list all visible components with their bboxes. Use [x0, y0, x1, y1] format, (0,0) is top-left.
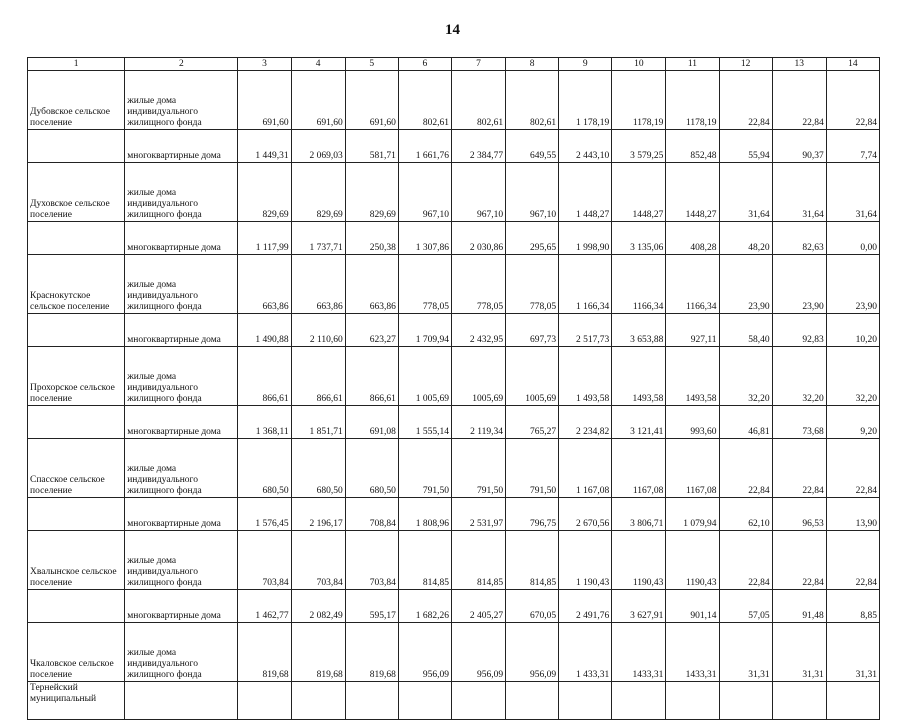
value-cell: 3 579,25	[612, 130, 666, 163]
value-cell: 22,84	[826, 71, 879, 130]
value-cell: 829,69	[238, 163, 291, 222]
page-number: 14	[445, 22, 460, 38]
value-cell: 670,05	[506, 590, 559, 623]
value-cell: 2 491,76	[559, 590, 612, 623]
value-cell: 663,86	[345, 255, 398, 314]
value-cell: 791,50	[398, 439, 451, 498]
value-cell: 1448,27	[612, 163, 666, 222]
value-cell: 1 737,71	[291, 222, 345, 255]
value-cell: 2 432,95	[451, 314, 505, 347]
value-cell: 408,28	[666, 222, 719, 255]
value-cell: 802,61	[398, 71, 451, 130]
municipality-cell: Прохорское сельское поселение	[28, 347, 125, 406]
value-cell	[398, 682, 451, 720]
value-cell: 703,84	[291, 531, 345, 590]
housing-type-cell: жилые дома индивидуального жилищного фонда	[125, 71, 238, 130]
value-cell: 55,94	[719, 130, 772, 163]
table-row	[28, 71, 880, 130]
value-cell: 8,85	[826, 590, 879, 623]
value-cell: 680,50	[291, 439, 345, 498]
column-header: 3	[238, 58, 291, 71]
value-cell: 3 806,71	[612, 498, 666, 531]
value-cell: 993,60	[666, 406, 719, 439]
value-cell: 32,20	[772, 347, 826, 406]
value-cell: 791,50	[451, 439, 505, 498]
column-header: 6	[398, 58, 451, 71]
value-cell: 819,68	[291, 623, 345, 682]
value-cell: 1 555,14	[398, 406, 451, 439]
value-cell: 48,20	[719, 222, 772, 255]
value-cell: 31,64	[826, 163, 879, 222]
value-cell: 691,60	[291, 71, 345, 130]
value-cell	[238, 682, 291, 720]
housing-type-cell: многоквартирные дома	[125, 590, 238, 623]
value-cell: 778,05	[398, 255, 451, 314]
housing-type-cell	[125, 682, 238, 720]
value-cell: 1 166,34	[559, 255, 612, 314]
value-cell: 956,09	[398, 623, 451, 682]
value-cell: 96,53	[772, 498, 826, 531]
value-cell: 956,09	[506, 623, 559, 682]
tariff-table	[27, 57, 880, 720]
value-cell: 2 443,10	[559, 130, 612, 163]
value-cell	[506, 682, 559, 720]
value-cell: 829,69	[291, 163, 345, 222]
value-cell: 1 709,94	[398, 314, 451, 347]
value-cell: 31,31	[719, 623, 772, 682]
value-cell	[291, 682, 345, 720]
municipality-cell: Дубовское сельское поселение	[28, 71, 125, 130]
table-row	[28, 498, 880, 531]
value-cell: 691,08	[345, 406, 398, 439]
value-cell: 23,90	[772, 255, 826, 314]
value-cell: 1 167,08	[559, 439, 612, 498]
housing-type-cell: жилые дома индивидуального жилищного фонда	[125, 623, 238, 682]
municipality-cell: Духовское сельское поселение	[28, 163, 125, 222]
column-header: 9	[559, 58, 612, 71]
value-cell: 703,84	[345, 531, 398, 590]
table-row	[28, 255, 880, 314]
value-cell: 1178,19	[666, 71, 719, 130]
table-row	[28, 531, 880, 590]
value-cell: 1 117,99	[238, 222, 291, 255]
value-cell: 3 627,91	[612, 590, 666, 623]
value-cell: 2 384,77	[451, 130, 505, 163]
value-cell: 31,31	[772, 623, 826, 682]
value-cell: 791,50	[506, 439, 559, 498]
value-cell: 31,31	[826, 623, 879, 682]
value-cell: 1493,58	[612, 347, 666, 406]
value-cell: 765,27	[506, 406, 559, 439]
value-cell: 3 653,88	[612, 314, 666, 347]
table-body	[28, 58, 880, 720]
value-cell: 691,60	[345, 71, 398, 130]
value-cell: 814,85	[398, 531, 451, 590]
value-cell: 22,84	[772, 439, 826, 498]
table-row	[28, 682, 880, 720]
value-cell: 91,48	[772, 590, 826, 623]
value-cell: 1166,34	[612, 255, 666, 314]
value-cell	[826, 682, 879, 720]
value-cell: 708,84	[345, 498, 398, 531]
housing-type-cell: многоквартирные дома	[125, 314, 238, 347]
housing-type-cell: многоквартирные дома	[125, 130, 238, 163]
value-cell: 778,05	[451, 255, 505, 314]
value-cell: 1178,19	[612, 71, 666, 130]
housing-type-cell: жилые дома индивидуального жилищного фонда	[125, 347, 238, 406]
column-header-row	[28, 58, 880, 71]
value-cell: 866,61	[238, 347, 291, 406]
municipality-cell	[28, 498, 125, 531]
value-cell: 778,05	[506, 255, 559, 314]
value-cell: 703,84	[238, 531, 291, 590]
value-cell: 3 135,06	[612, 222, 666, 255]
value-cell: 2 119,34	[451, 406, 505, 439]
value-cell: 819,68	[345, 623, 398, 682]
value-cell: 1 576,45	[238, 498, 291, 531]
value-cell: 2 082,49	[291, 590, 345, 623]
column-header: 2	[125, 58, 238, 71]
value-cell	[451, 682, 505, 720]
value-cell: 802,61	[451, 71, 505, 130]
value-cell: 23,90	[826, 255, 879, 314]
value-cell: 2 110,60	[291, 314, 345, 347]
column-header: 8	[506, 58, 559, 71]
column-header: 10	[612, 58, 666, 71]
housing-type-cell: жилые дома индивидуального жилищного фонда	[125, 531, 238, 590]
value-cell: 1 307,86	[398, 222, 451, 255]
value-cell: 623,27	[345, 314, 398, 347]
value-cell: 1 808,96	[398, 498, 451, 531]
value-cell: 7,74	[826, 130, 879, 163]
value-cell: 90,37	[772, 130, 826, 163]
value-cell: 1 493,58	[559, 347, 612, 406]
value-cell: 22,84	[772, 71, 826, 130]
value-cell: 0,00	[826, 222, 879, 255]
municipality-cell	[28, 130, 125, 163]
value-cell: 2 531,97	[451, 498, 505, 531]
value-cell: 595,17	[345, 590, 398, 623]
value-cell: 697,73	[506, 314, 559, 347]
table-row	[28, 130, 880, 163]
value-cell: 46,81	[719, 406, 772, 439]
value-cell: 1167,08	[666, 439, 719, 498]
value-cell: 1 851,71	[291, 406, 345, 439]
value-cell: 1005,69	[506, 347, 559, 406]
value-cell: 1005,69	[451, 347, 505, 406]
value-cell: 796,75	[506, 498, 559, 531]
value-cell: 829,69	[345, 163, 398, 222]
value-cell: 32,20	[719, 347, 772, 406]
value-cell: 1 079,94	[666, 498, 719, 531]
value-cell: 1433,31	[666, 623, 719, 682]
value-cell: 3 121,41	[612, 406, 666, 439]
value-cell: 1190,43	[612, 531, 666, 590]
municipality-cell: Краснокутское сельское поселение	[28, 255, 125, 314]
value-cell: 1166,34	[666, 255, 719, 314]
table-row	[28, 347, 880, 406]
value-cell: 967,10	[451, 163, 505, 222]
value-cell: 1 368,11	[238, 406, 291, 439]
housing-type-cell: жилые дома индивидуального жилищного фонда	[125, 255, 238, 314]
municipality-cell	[28, 590, 125, 623]
value-cell: 1 490,88	[238, 314, 291, 347]
value-cell: 1167,08	[612, 439, 666, 498]
value-cell: 866,61	[345, 347, 398, 406]
value-cell: 92,83	[772, 314, 826, 347]
value-cell: 967,10	[398, 163, 451, 222]
value-cell: 1 005,69	[398, 347, 451, 406]
value-cell: 691,60	[238, 71, 291, 130]
municipality-cell	[28, 314, 125, 347]
table-row	[28, 590, 880, 623]
value-cell: 901,14	[666, 590, 719, 623]
housing-type-cell: жилые дома индивидуального жилищного фонда	[125, 439, 238, 498]
value-cell: 82,63	[772, 222, 826, 255]
municipality-cell: Спасское сельское поселение	[28, 439, 125, 498]
value-cell: 2 196,17	[291, 498, 345, 531]
value-cell: 1493,58	[666, 347, 719, 406]
value-cell: 2 030,86	[451, 222, 505, 255]
value-cell: 73,68	[772, 406, 826, 439]
value-cell: 23,90	[719, 255, 772, 314]
municipality-cell: Тернейский муниципальный	[28, 682, 125, 720]
value-cell: 1433,31	[612, 623, 666, 682]
value-cell: 1 178,19	[559, 71, 612, 130]
value-cell: 250,38	[345, 222, 398, 255]
value-cell: 13,90	[826, 498, 879, 531]
housing-type-cell: многоквартирные дома	[125, 406, 238, 439]
value-cell: 1448,27	[666, 163, 719, 222]
value-cell: 967,10	[506, 163, 559, 222]
column-header: 5	[345, 58, 398, 71]
value-cell: 927,11	[666, 314, 719, 347]
value-cell: 1 190,43	[559, 531, 612, 590]
column-header: 7	[451, 58, 505, 71]
value-cell: 22,84	[719, 439, 772, 498]
column-header: 1	[28, 58, 125, 71]
value-cell: 2 670,56	[559, 498, 612, 531]
value-cell: 32,20	[826, 347, 879, 406]
value-cell: 814,85	[506, 531, 559, 590]
value-cell: 866,61	[291, 347, 345, 406]
table-row	[28, 314, 880, 347]
municipality-cell	[28, 222, 125, 255]
municipality-cell: Чкаловское сельское поселение	[28, 623, 125, 682]
value-cell	[559, 682, 612, 720]
value-cell: 22,84	[719, 71, 772, 130]
housing-type-cell: многоквартирные дома	[125, 498, 238, 531]
value-cell: 1 661,76	[398, 130, 451, 163]
housing-type-cell: жилые дома индивидуального жилищного фонда	[125, 163, 238, 222]
value-cell: 22,84	[719, 531, 772, 590]
value-cell: 1 433,31	[559, 623, 612, 682]
value-cell: 57,05	[719, 590, 772, 623]
value-cell: 1 998,90	[559, 222, 612, 255]
value-cell	[719, 682, 772, 720]
value-cell: 2 234,82	[559, 406, 612, 439]
value-cell: 802,61	[506, 71, 559, 130]
value-cell: 581,71	[345, 130, 398, 163]
value-cell	[772, 682, 826, 720]
municipality-cell: Хвалынское сельское поселение	[28, 531, 125, 590]
value-cell: 956,09	[451, 623, 505, 682]
table-row	[28, 406, 880, 439]
value-cell: 1 449,31	[238, 130, 291, 163]
value-cell: 1190,43	[666, 531, 719, 590]
value-cell: 2 405,27	[451, 590, 505, 623]
value-cell: 1 448,27	[559, 163, 612, 222]
table-row	[28, 222, 880, 255]
value-cell: 663,86	[238, 255, 291, 314]
value-cell: 649,55	[506, 130, 559, 163]
value-cell: 663,86	[291, 255, 345, 314]
value-cell: 680,50	[238, 439, 291, 498]
value-cell: 680,50	[345, 439, 398, 498]
column-header: 13	[772, 58, 826, 71]
value-cell: 2 517,73	[559, 314, 612, 347]
value-cell: 31,64	[772, 163, 826, 222]
value-cell	[612, 682, 666, 720]
value-cell: 22,84	[772, 531, 826, 590]
value-cell: 31,64	[719, 163, 772, 222]
column-header: 4	[291, 58, 345, 71]
value-cell	[345, 682, 398, 720]
value-cell: 10,20	[826, 314, 879, 347]
value-cell: 295,65	[506, 222, 559, 255]
table-row	[28, 623, 880, 682]
value-cell: 814,85	[451, 531, 505, 590]
value-cell: 22,84	[826, 439, 879, 498]
value-cell: 2 069,03	[291, 130, 345, 163]
municipality-cell	[28, 406, 125, 439]
column-header: 12	[719, 58, 772, 71]
column-header: 11	[666, 58, 719, 71]
column-header: 14	[826, 58, 879, 71]
value-cell: 852,48	[666, 130, 719, 163]
value-cell: 58,40	[719, 314, 772, 347]
housing-type-cell: многоквартирные дома	[125, 222, 238, 255]
value-cell	[666, 682, 719, 720]
value-cell: 62,10	[719, 498, 772, 531]
table-row	[28, 163, 880, 222]
value-cell: 1 682,26	[398, 590, 451, 623]
value-cell: 9,20	[826, 406, 879, 439]
table-row	[28, 439, 880, 498]
value-cell: 819,68	[238, 623, 291, 682]
value-cell: 1 462,77	[238, 590, 291, 623]
value-cell: 22,84	[826, 531, 879, 590]
